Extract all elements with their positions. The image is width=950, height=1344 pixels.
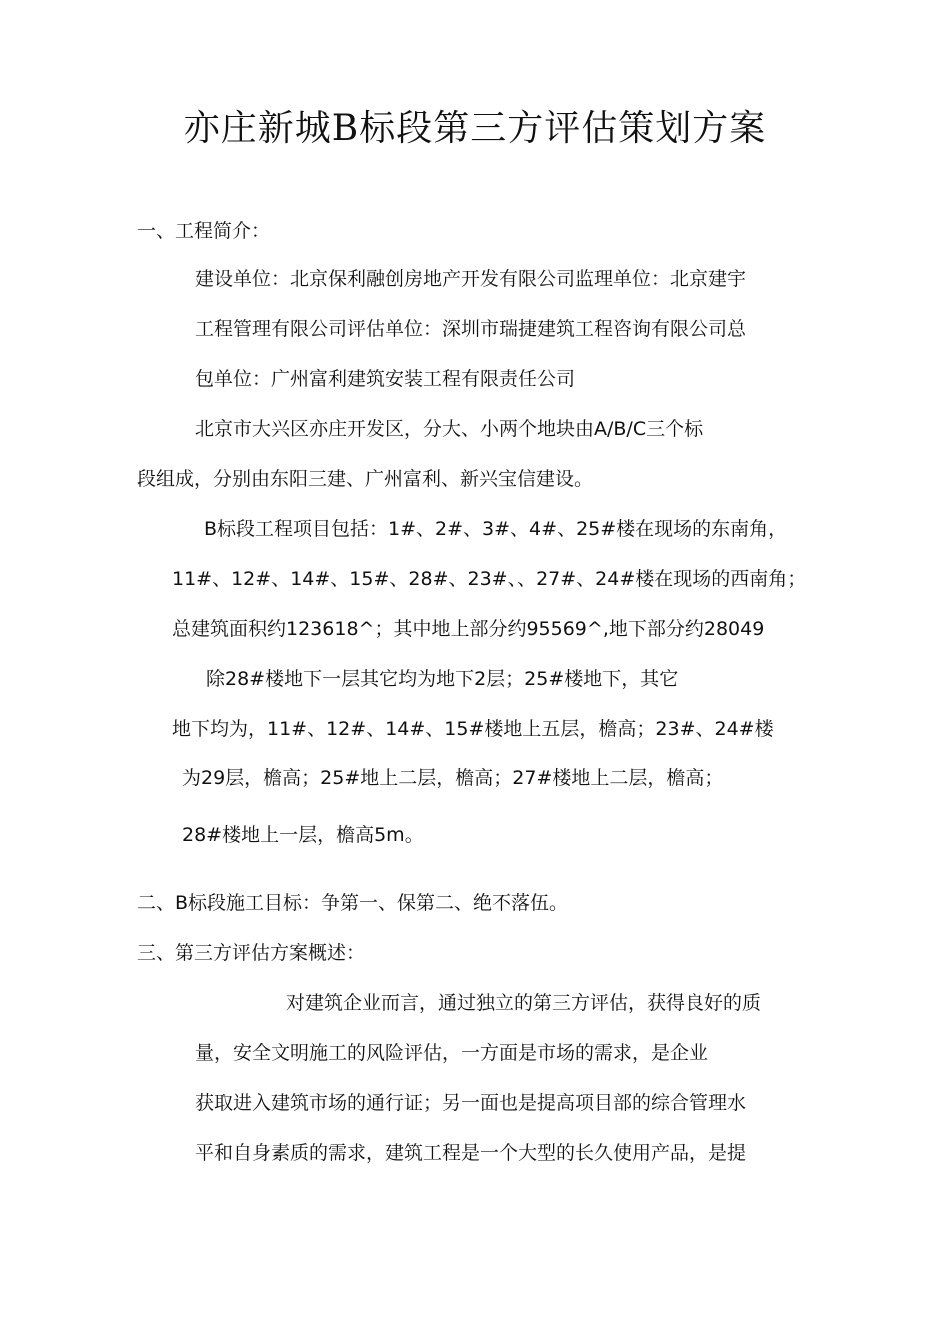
paragraph-line: 对建筑企业而言，通过独立的第三方评估，获得良好的质 [286, 992, 762, 1014]
paragraph-line: 获取进入建筑市场的通行证；另一面也是提高项目部的综合管理水 [195, 1092, 747, 1114]
paragraph-line: 平和自身素质的需求，建筑工程是一个大型的长久使用产品，是提 [195, 1142, 747, 1164]
paragraph-line: 量，安全文明施工的风险评估，一方面是市场的需求，是企业 [195, 1042, 709, 1064]
paragraph-line: 工程管理有限公司评估单位：深圳市瑞捷建筑工程咨询有限公司总 [195, 318, 747, 340]
paragraph-line: 包单位：广州富利建筑安装工程有限责任公司 [195, 368, 576, 390]
paragraph-line: 地下均为，11#、12#、14#、15#楼地上五层，檐高；23#、24#楼 [172, 718, 774, 740]
paragraph-line: 北京市大兴区亦庄开发区，分大、小两个地块由A/B/C三个标 [195, 418, 704, 440]
document-title: 亦庄新城B标段第三方评估策划方案 [183, 108, 767, 149]
section-heading-2: 二、B标段施工目标：争第一、保第二、绝不落伍。 [137, 892, 569, 914]
paragraph-line: 建设单位：北京保利融创房地产开发有限公司监理单位：北京建宇 [195, 268, 747, 290]
paragraph-line: 11#、12#、14#、15#、28#、23#、、27#、24#楼在现场的西南角； [172, 568, 807, 590]
paragraph-line: 除28#楼地下一层其它均为地下2层；25#楼地下，其它 [206, 668, 679, 690]
paragraph-line: B标段工程项目包括：1#、2#、3#、4#、25#楼在现场的东南角， [204, 518, 788, 540]
section-heading-1: 一、工程简介： [137, 220, 271, 242]
paragraph-line: 段组成，分别由东阳三建、广州富利、新兴宝信建设。 [137, 468, 594, 490]
paragraph-line: 为29层，檐高；25#地上二层，檐高；27#楼地上二层，檐高； [182, 767, 724, 789]
paragraph-line: 28#楼地上一层，檐高5m。 [182, 824, 424, 846]
section-heading-3: 三、第三方评估方案概述： [137, 942, 366, 964]
paragraph-line: 总建筑面积约123618^；其中地上部分约95569^,地下部分约28049 [172, 618, 765, 640]
